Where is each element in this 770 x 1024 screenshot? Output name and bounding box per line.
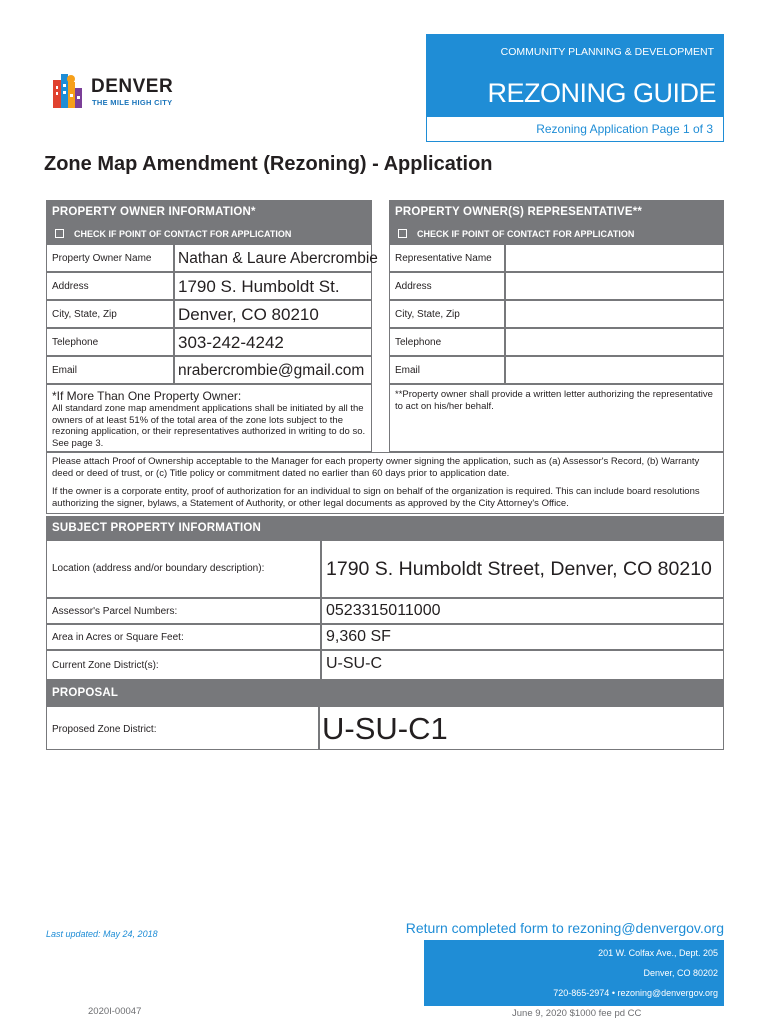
logo-tagline: THE MILE HIGH CITY [92,98,173,107]
owner-contact-checkbox[interactable] [55,229,291,239]
page-title: Zone Map Amendment (Rezoning) - Application [44,153,493,175]
owner-address-value: 1790 S. Humboldt St. [178,277,340,296]
rep-address-label-cell [389,272,505,300]
location-field[interactable] [321,540,724,598]
owner-city-label: City, State, Zip [52,309,117,320]
page-indicator [426,116,724,142]
rep-name-label-cell [389,244,505,272]
header-banner [426,34,724,116]
parcel-label-cell [46,598,321,624]
owner-email-field[interactable] [174,356,372,384]
office-contact[interactable]: 720-865-2974 • rezoning@denvergov.org [553,988,718,998]
owner-name-label: Property Owner Name [52,253,152,264]
owner-heading: PROPERTY OWNER INFORMATION* [52,206,256,218]
area-value: 9,360 SF [326,628,391,645]
owner-phone-field[interactable] [174,328,372,356]
location-value: 1790 S. Humboldt Street, Denver, CO 80210 [326,558,712,580]
representative-heading: PROPERTY OWNER(S) REPRESENTATIVE** [395,206,643,218]
multi-owner-heading: *If More Than One Property Owner: [52,389,242,403]
owner-phone-value: 303-242-4242 [178,333,284,352]
zone-label: Current Zone District(s): [52,660,159,671]
proposed-value: U-SU-C1 [322,711,448,746]
rep-city-field[interactable] [505,300,724,328]
owner-city-label-cell [46,300,174,328]
owner-contact-row [46,224,372,244]
multi-owner-text: All standard zone map amendment applications shall be initiated by all the owners of at least 51% of the total area of the zone lots subject to the rezoning application, or their representatives authorized in writing to do so. See page 3. [52,403,366,449]
area-label-cell [46,624,321,650]
owner-phone-label: Telephone [52,337,99,348]
owner-address-label-cell [46,272,174,300]
proposal-heading: PROPOSAL [52,687,119,699]
ownership-proof-box [46,452,724,514]
subject-heading: SUBJECT PROPERTY INFORMATION [52,522,261,534]
subject-section-header [46,516,724,540]
zone-value: U-SU-C [326,655,382,672]
checkbox-icon[interactable] [55,229,64,238]
checkbox-icon[interactable] [398,229,407,238]
case-number-stamp: 2020I-00047 [88,1006,142,1017]
proposed-label-cell [46,706,319,750]
rep-email-label-cell [389,356,505,384]
rep-name-field[interactable] [505,244,724,272]
department-name: COMMUNITY PLANNING & DEVELOPMENT [500,46,714,58]
last-updated: Last updated: May 24, 2018 [46,929,158,939]
rep-phone-label: Telephone [395,337,442,348]
parcel-label: Assessor's Parcel Numbers: [52,606,178,617]
return-instructions: Return completed form to rezoning@denvergov.org [405,920,724,936]
area-label: Area in Acres or Square Feet: [52,632,184,643]
rep-name-label: Representative Name [395,253,492,264]
owner-check-label: CHECK IF POINT OF CONTACT FOR APPLICATION [74,229,292,239]
rep-city-label-cell [389,300,505,328]
denver-logo-mark-icon [53,74,83,108]
owner-name-value: Nathan & Laure Abercrombie [178,250,378,267]
office-city: Denver, CO 80202 [643,968,718,978]
representative-section-header [389,200,724,224]
owner-email-label-cell [46,356,174,384]
proposal-section-header [46,680,724,706]
rep-note-box [389,384,724,452]
location-label: Location (address and/or boundary description): [52,563,265,574]
contact-box [424,940,724,1006]
zone-label-cell [46,650,321,680]
representative-contact-checkbox[interactable] [398,229,634,239]
owner-address-label: Address [52,281,89,292]
parcel-field[interactable] [321,598,724,624]
page-label: Rezoning Application Page 1 of 3 [536,122,713,136]
ownership-proof-note: Please attach Proof of Ownership acceptable to the Manager for each property owner signing the application, such as (a) Assessor's Record, (b) Warranty deed or deed of trust, or (c) Title policy or commitment dated no earlier than 60 days prior to application date. [52,456,700,479]
rep-email-field[interactable] [505,356,724,384]
owner-city-value: Denver, CO 80210 [178,305,319,324]
proposed-label: Proposed Zone District: [52,724,157,735]
denver-logo [53,74,193,110]
rep-city-label: City, State, Zip [395,309,460,320]
office-address: 201 W. Colfax Ave., Dept. 205 [598,948,718,958]
rep-phone-field[interactable] [505,328,724,356]
logo-name: DENVER [91,76,174,97]
area-field[interactable] [321,624,724,650]
owner-email-value: nrabercrombie@gmail.com [178,362,365,379]
rep-address-field[interactable] [505,272,724,300]
rep-phone-label-cell [389,328,505,356]
rep-address-label: Address [395,281,432,292]
representative-check-label: CHECK IF POINT OF CONTACT FOR APPLICATION [417,229,635,239]
owner-city-field[interactable] [174,300,372,328]
rep-note-text: **Property owner shall provide a written letter authorizing the representative to act on his/her behalf. [395,389,713,412]
multi-owner-note [46,384,372,452]
zone-field[interactable] [321,650,724,680]
proposed-field[interactable] [319,706,724,750]
owner-email-label: Email [52,365,78,376]
location-label-cell [46,540,321,598]
representative-contact-row [389,224,724,244]
rep-email-label: Email [395,365,421,376]
owner-phone-label-cell [46,328,174,356]
fee-paid-stamp: June 9, 2020 $1000 fee pd CC [512,1008,642,1019]
parcel-value: 0523315011000 [326,602,441,619]
owner-name-field[interactable] [174,244,378,272]
owner-section-header [46,200,372,224]
owner-name-label-cell [46,244,174,272]
owner-address-field[interactable] [174,272,372,300]
corporate-authorization-note: If the owner is a corporate entity, proof of authorization for an individual to sign on behalf of the organization is required. This can include board resolutions authorizing the signer, bylaws, a Statement of Authority, or other legal documents as approved by the City Attorney's Office. [52,486,700,509]
guide-title: REZONING GUIDE [487,78,716,108]
